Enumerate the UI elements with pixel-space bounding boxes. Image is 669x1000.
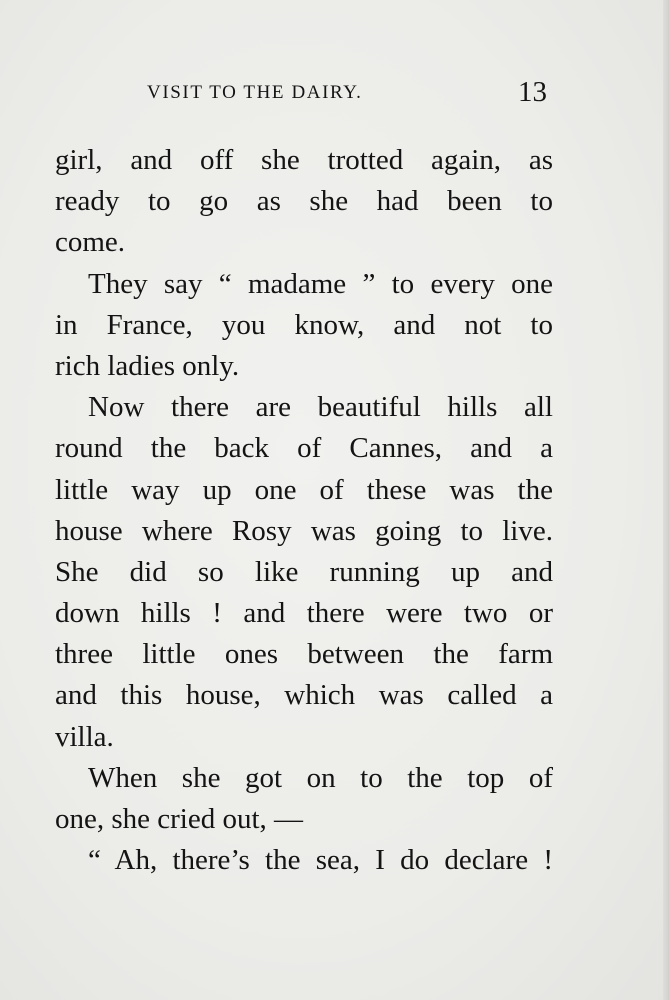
paragraph [55,758,553,840]
text-line: down hills ! and there were two or [55,597,553,630]
paragraph [55,264,553,388]
text-line: come. [55,226,126,259]
page-header [0,76,669,112]
text-line: Now there are beautiful hills all [88,391,553,424]
text-line: villa. [55,720,114,753]
text-line: They say “ madame ” to every one [88,267,553,300]
text-line: “ Ah, there’s the sea, I do declare ! [88,844,553,877]
paragraph [55,387,553,758]
text-line: one, she cried out, — [55,803,304,835]
text-line: She did so like running up and [55,555,553,588]
text-line: round the back of Cannes, and a [55,432,553,465]
text-line: girl, and off she trotted again, as [55,144,553,176]
text-line: When she got on to the top of [88,761,553,794]
text-line: house where Rosy was going to live. [55,514,553,547]
text-line: and this house, which was called a [55,679,553,712]
text-line: ready to go as she had been to [55,185,553,218]
text-line: three little ones between the farm [55,638,553,671]
running-head: VISIT TO THE DAIRY. [147,82,363,103]
paragraph [55,140,553,264]
body-text [55,140,553,881]
text-line: little way up one of these was the [55,473,553,506]
paragraph [55,840,553,881]
text-line: rich ladies only. [55,349,240,382]
page-edge-shadow [663,0,669,1000]
page-number: 13 [518,76,547,108]
text-line: in France, you know, and not to [55,308,553,341]
